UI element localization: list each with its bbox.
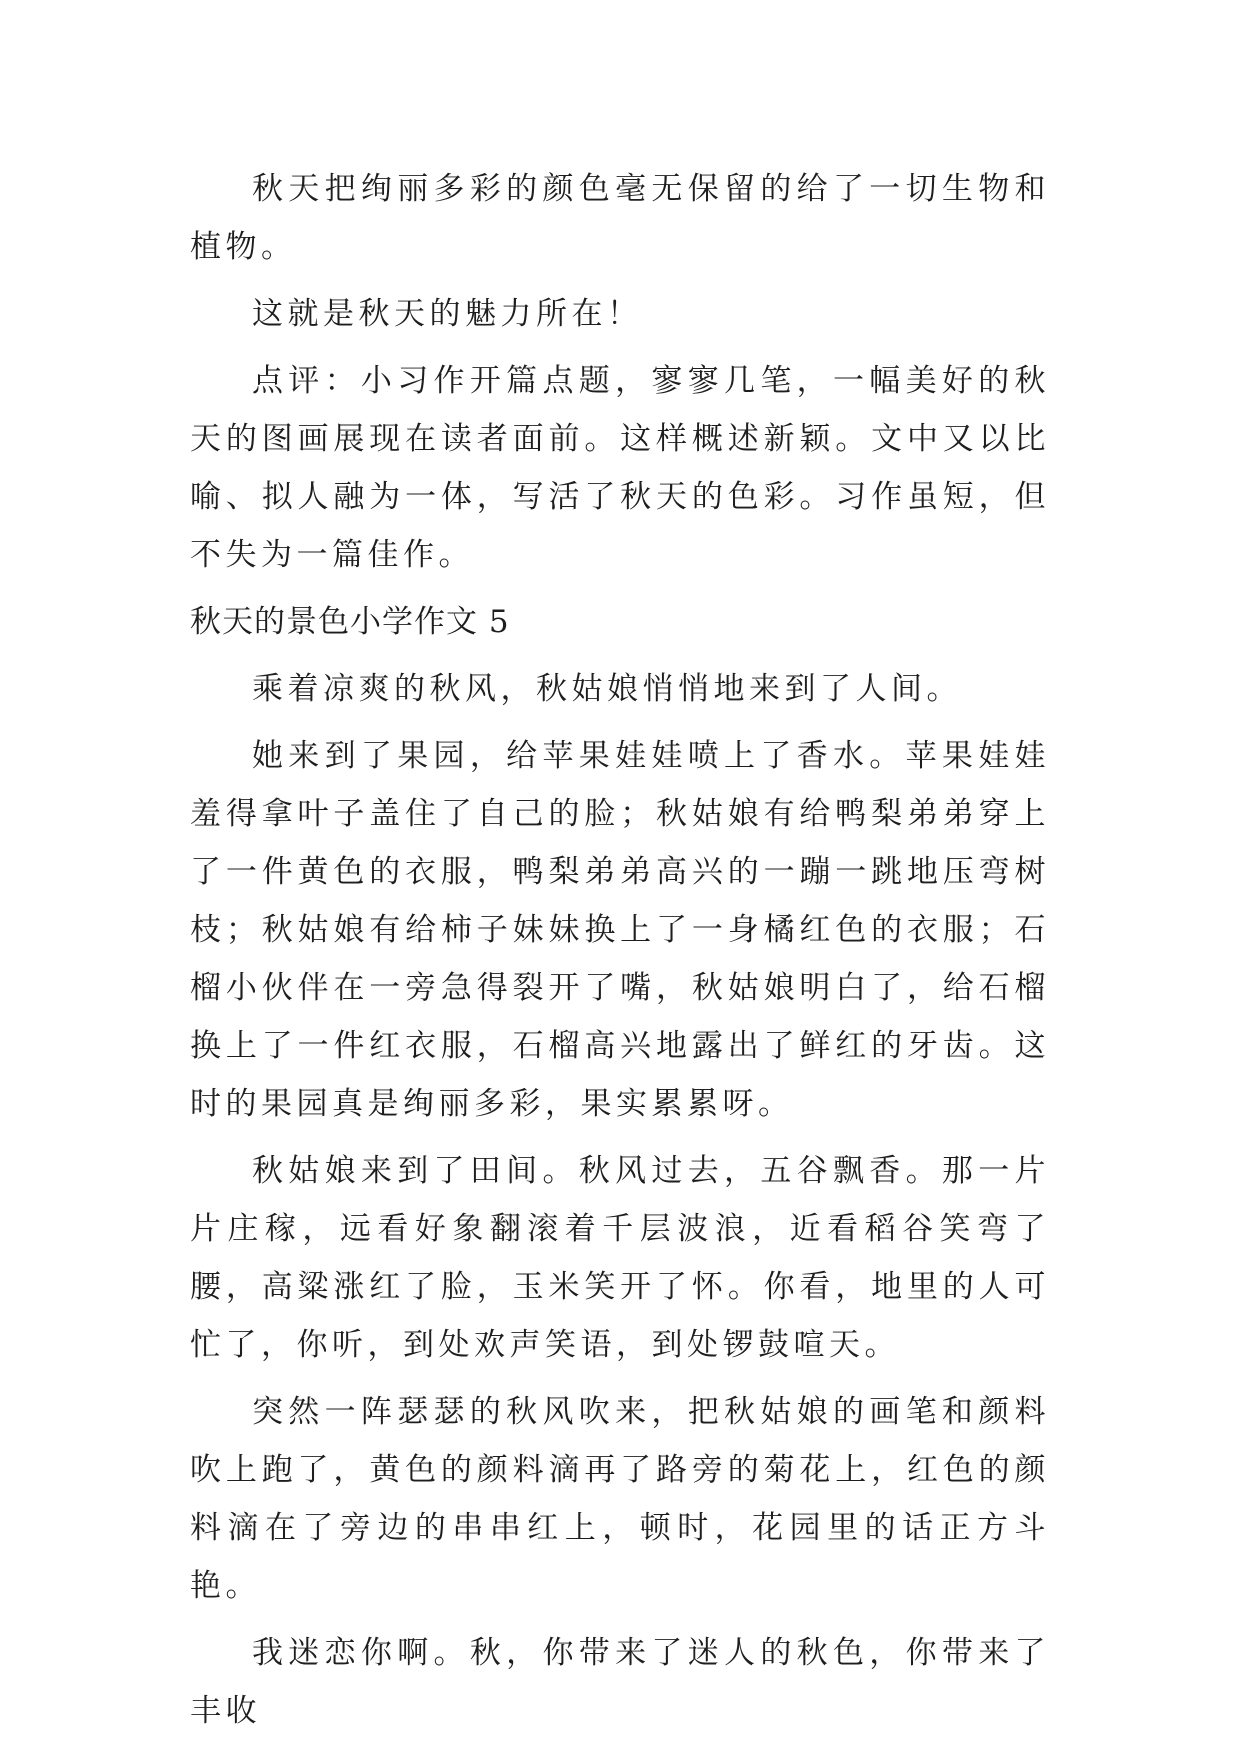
paragraph: 秋天把绚丽多彩的颜色毫无保留的给了一切生物和植物。: [190, 171, 1050, 265]
document-body: [190, 160, 1050, 1749]
paragraph: 乘着凉爽的秋风，秋姑娘悄悄地来到了人间。: [252, 671, 962, 707]
paragraph: 点评：小习作开篇点题，寥寥几笔，一幅美好的秋天的图画展现在读者面前。这样概述新颖。文中又以比喻、拟人融为一体，写活了秋天的色彩。习作虽短，但不失为一篇佳作。: [190, 363, 1050, 573]
paragraph: 她来到了果园，给苹果娃娃喷上了香水。苹果娃娃羞得拿叶子盖住了自己的脸；秋姑娘有给鸭梨弟弟穿上了一件黄色的衣服，鸭梨弟弟高兴的一蹦一跳地压弯树枝；秋姑娘有给柿子妹妹换上了一身橘红色的衣服；石榴小伙伴在一旁急得裂开了嘴，秋姑娘明白了，给石榴换上了一件红衣服，石榴高兴地露出了鲜红的牙齿。这时的果园真是绚丽多彩，果实累累呀。: [190, 738, 1050, 1122]
section-title: 秋天的景色小学作文 5: [190, 604, 510, 640]
paragraph: 我迷恋你啊。秋，你带来了迷人的秋色，你带来了丰收: [190, 1635, 1050, 1729]
paragraph: 这就是秋天的魅力所在！: [252, 296, 643, 332]
paragraph: 突然一阵瑟瑟的秋风吹来，把秋姑娘的画笔和颜料吹上跑了，黄色的颜料滴再了路旁的菊花上，红色的颜料滴在了旁边的串串红上，顿时，花园里的话正方斗艳。: [190, 1394, 1050, 1604]
paragraph: 秋姑娘来到了田间。秋风过去，五谷飘香。那一片片庄稼，远看好象翻滚着千层波浪，近看稻谷笑弯了腰，高粱涨红了脸，玉米笑开了怀。你看，地里的人可忙了，你听，到处欢声笑语，到处锣鼓喧天。: [190, 1153, 1050, 1363]
